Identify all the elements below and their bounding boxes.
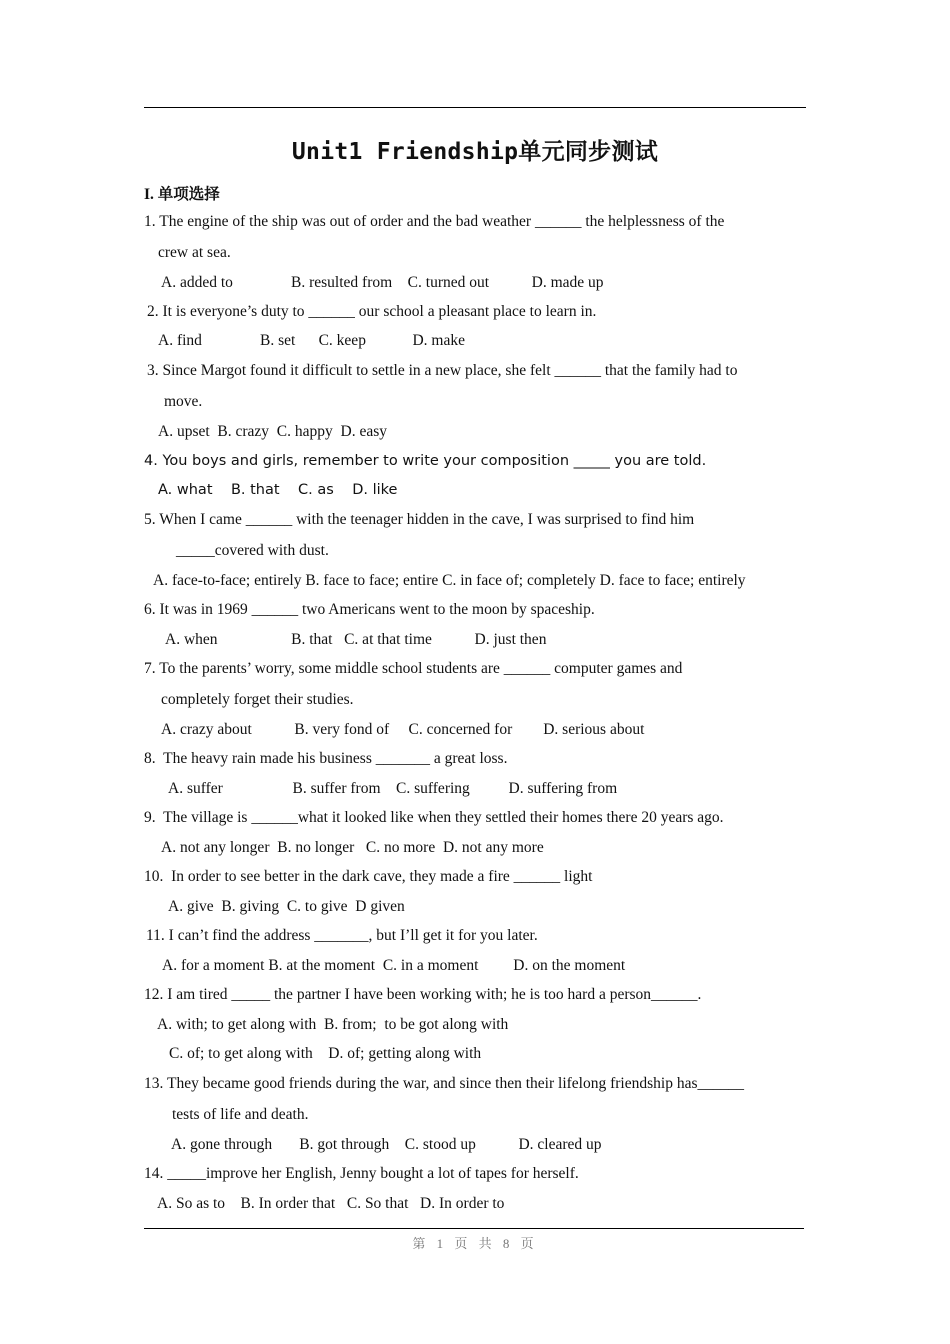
question-line: A. crazy about B. very fond of C. concerned for D. serious about (161, 721, 645, 738)
question-line: 13. They became good friends during the war, and since then their lifelong friendship has______ (144, 1075, 744, 1092)
question-line: 10. In order to see better in the dark cave, they made a fire ______ light (144, 868, 593, 885)
question-line: A. with; to get along with B. from; to be got along with (157, 1016, 509, 1033)
question-line: 4. You boys and girls, remember to write your composition _____ you are told. (144, 453, 707, 469)
question-line: 8. The heavy rain made his business _______ a great loss. (144, 750, 508, 767)
footer-rule (144, 1228, 804, 1229)
question-line: A. give B. giving C. to give D given (168, 898, 405, 915)
question-line: A. what B. that C. as D. like (158, 482, 398, 498)
question-line: A. find B. set C. keep D. make (158, 332, 465, 349)
header-rule (144, 107, 806, 108)
question-line: 3. Since Margot found it difficult to settle in a new place, she felt ______ that the family had to (147, 362, 738, 379)
question-line: 9. The village is ______what it looked like when they settled their homes there 20 years ago. (144, 809, 724, 826)
question-line: A. gone through B. got through C. stood up D. cleared up (171, 1136, 602, 1153)
question-line: A. So as to B. In order that C. So that D. In order to (157, 1195, 505, 1212)
question-line: tests of life and death. (172, 1106, 309, 1123)
question-line: A. suffer B. suffer from C. suffering D. suffering from (168, 780, 618, 797)
question-line: completely forget their studies. (161, 691, 354, 708)
question-line: A. for a moment B. at the moment C. in a moment D. on the moment (162, 957, 626, 974)
question-line: A. added to B. resulted from C. turned out D. made up (161, 274, 604, 291)
question-line: A. not any longer B. no longer C. no more D. not any more (161, 839, 544, 856)
question-line: 1. The engine of the ship was out of order and the bad weather ______ the helplessness of the (144, 213, 725, 230)
question-line: crew at sea. (158, 244, 231, 261)
question-line: A. face-to-face; entirely B. face to face; entire C. in face of; completely D. face to face; entirely (153, 572, 746, 589)
page-title (0, 133, 950, 166)
question-line: A. upset B. crazy C. happy D. easy (158, 423, 388, 440)
question-line: 6. It was in 1969 ______ two Americans went to the moon by spaceship. (144, 601, 595, 618)
question-line: 11. I can’t find the address _______, but I’ll get it for you later. (146, 927, 538, 944)
question-line: 12. I am tired _____ the partner I have been working with; he is too hard a person______. (144, 986, 702, 1003)
question-line: 2. It is everyone’s duty to ______ our school a pleasant place to learn in. (147, 303, 597, 320)
question-line: 5. When I came ______ with the teenager hidden in the cave, I was surprised to find him (144, 511, 695, 528)
section-heading: I. 单项选择 (144, 186, 220, 203)
question-line: A. when B. that C. at that time D. just then (165, 631, 547, 648)
question-line: 7. To the parents’ worry, some middle school students are ______ computer games and (144, 660, 683, 677)
question-line: move. (164, 393, 203, 410)
title-chinese: 单元同步测试 (518, 139, 659, 165)
title-english: Unit1 Friendship (291, 139, 519, 165)
question-line: C. of; to get along with D. of; getting along with (169, 1045, 482, 1062)
question-line: _____covered with dust. (176, 542, 329, 559)
page-number-footer: 第 1 页 共 8 页 (412, 1236, 538, 1251)
question-line: 14. _____improve her English, Jenny bought a lot of tapes for herself. (144, 1165, 579, 1182)
